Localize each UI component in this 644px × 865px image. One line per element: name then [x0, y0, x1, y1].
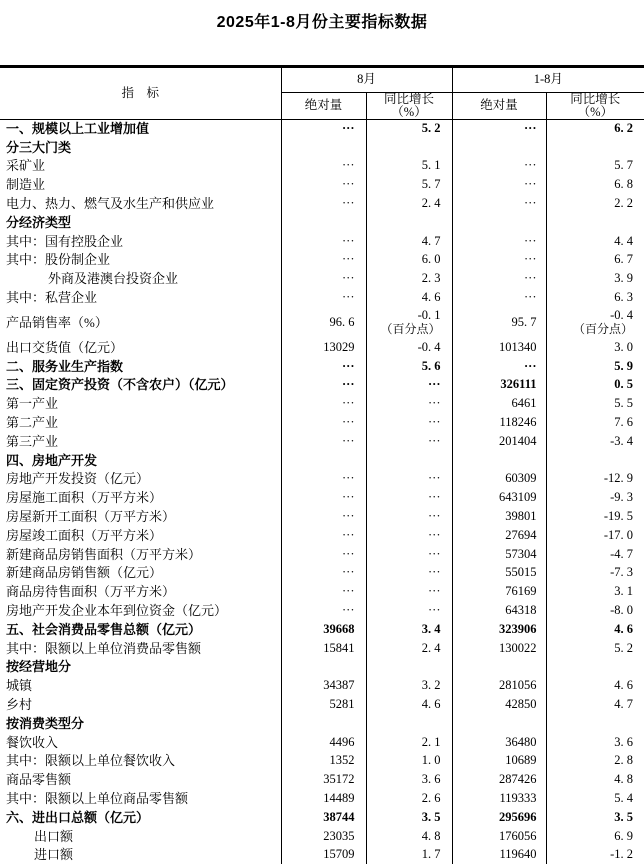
table-row: [0, 808, 644, 827]
cell-cum-yoy: -7. 3: [546, 564, 644, 583]
cell-cum-abs: ···: [452, 357, 546, 376]
cell-aug-abs: [281, 714, 366, 733]
row-label: 城镇: [6, 678, 33, 694]
table-row: [0, 119, 644, 138]
table-row: [0, 138, 644, 157]
cell-cum-abs: [452, 451, 546, 470]
cell-aug-yoy: [366, 451, 452, 470]
cell-aug-yoy: ···: [366, 545, 452, 564]
header-yoy-unit: （%）: [577, 104, 613, 119]
cell-aug-yoy: 3. 6: [366, 770, 452, 789]
table-row: [0, 733, 644, 752]
cell-cum-abs: 176056: [452, 827, 546, 846]
table-row: [0, 213, 644, 232]
row-label: 房屋竣工面积（万平方米）: [6, 527, 163, 543]
cell-aug-abs: 15709: [281, 845, 366, 864]
row-label: 房屋施工面积（万平方米）: [6, 490, 163, 506]
cell-aug-yoy: 3. 2: [366, 676, 452, 695]
cell-cum-yoy: 4. 8: [546, 770, 644, 789]
cell-aug-yoy: 5. 1: [366, 157, 452, 176]
header-yoy-label: 同比增长: [384, 91, 435, 106]
cell-cum-abs: 119333: [452, 789, 546, 808]
cell-aug-abs: ···: [281, 394, 366, 413]
cell-aug-abs: [281, 658, 366, 677]
cell-cum-abs: 326111: [452, 376, 546, 395]
cell-cum-abs: 6461: [452, 394, 546, 413]
row-label: 其中：私营企业: [6, 290, 98, 306]
cell-cum-abs: 118246: [452, 413, 546, 432]
cell-aug-abs: ···: [281, 269, 366, 288]
cell-aug-abs: 23035: [281, 827, 366, 846]
cell-aug-yoy: 6. 0: [366, 251, 452, 270]
cell-cum-abs: 281056: [452, 676, 546, 695]
cell-aug-abs: 39668: [281, 620, 366, 639]
cell-cum-abs: 101340: [452, 338, 546, 357]
cell-cum-yoy: -1. 2: [546, 845, 644, 864]
row-label: 一、规模以上工业增加值: [6, 121, 150, 137]
cell-aug-abs: ···: [281, 157, 366, 176]
cell-aug-yoy: 3. 4: [366, 620, 452, 639]
cell-aug-abs: ···: [281, 488, 366, 507]
percent-point-note: （百分点）: [573, 322, 634, 337]
cell-aug-yoy: 2. 4: [366, 194, 452, 213]
header-cumulative-absolute: 绝对量: [452, 92, 546, 119]
cell-cum-yoy: 5. 2: [546, 639, 644, 658]
row-label: 产品销售率（%）: [6, 314, 108, 330]
table-row: [0, 827, 644, 846]
table-row: [0, 307, 644, 338]
header-yoy-label: 同比增长: [570, 91, 621, 106]
cell-aug-abs: 38744: [281, 808, 366, 827]
table-row: [0, 288, 644, 307]
table-row: [0, 582, 644, 601]
cell-cum-yoy: 4. 7: [546, 695, 644, 714]
cell-cum-yoy: [546, 213, 644, 232]
table-row: [0, 338, 644, 357]
row-label: 其中：限额以上单位商品零售额: [6, 790, 189, 806]
table-row: [0, 376, 644, 395]
cell-aug-yoy: ···: [366, 582, 452, 601]
cell-cum-abs: ···: [452, 288, 546, 307]
cell-aug-abs: ···: [281, 376, 366, 395]
cell-cum-abs: 42850: [452, 695, 546, 714]
cell-aug-abs: ···: [281, 470, 366, 489]
header-august-yoy: [366, 92, 452, 119]
table-row: [0, 232, 644, 251]
cell-cum-yoy: -19. 5: [546, 507, 644, 526]
cell-aug-abs: 14489: [281, 789, 366, 808]
cell-cum-abs: ···: [452, 269, 546, 288]
cell-aug-yoy: ···: [366, 432, 452, 451]
cell-aug-abs: ···: [281, 357, 366, 376]
row-label: 第三产业: [6, 433, 59, 449]
row-label: 房地产开发企业本年到位资金（亿元）: [6, 603, 228, 619]
cell-cum-abs: 643109: [452, 488, 546, 507]
cell-aug-abs: 4496: [281, 733, 366, 752]
row-label: 商品房待售面积（万平方米）: [6, 584, 176, 600]
cell-cum-yoy: 3. 6: [546, 733, 644, 752]
cell-cum-abs: ···: [452, 119, 546, 138]
table-row: [0, 676, 644, 695]
cell-cum-yoy: 4. 4: [546, 232, 644, 251]
cell-cum-abs: 95. 7: [452, 307, 546, 338]
row-label: 外商及港澳台投资企业: [48, 271, 179, 287]
table-row: [0, 194, 644, 213]
cell-aug-yoy: 5. 7: [366, 175, 452, 194]
cell-cum-abs: 130022: [452, 639, 546, 658]
row-label: 第二产业: [6, 415, 59, 431]
cell-cum-yoy: 0. 5: [546, 376, 644, 395]
cell-aug-yoy: ···: [366, 526, 452, 545]
cell-cum-abs: [452, 138, 546, 157]
cell-cum-yoy: -9. 3: [546, 488, 644, 507]
table-row: [0, 789, 644, 808]
cell-aug-abs: ···: [281, 119, 366, 138]
cell-aug-abs: 5281: [281, 695, 366, 714]
cell-cum-yoy: 6. 7: [546, 251, 644, 270]
row-label: 进口额: [34, 847, 74, 863]
header-yoy-unit: （%）: [391, 104, 427, 119]
row-label: 分经济类型: [6, 214, 72, 230]
cell-aug-abs: 15841: [281, 639, 366, 658]
cell-cum-abs: 295696: [452, 808, 546, 827]
cell-aug-yoy: [366, 213, 452, 232]
table-row: [0, 357, 644, 376]
cell-aug-yoy: ···: [366, 601, 452, 620]
cell-aug-yoy: ···: [366, 564, 452, 583]
row-label: 新建商品房销售额（亿元）: [6, 565, 163, 581]
cell-aug-yoy: ···: [366, 488, 452, 507]
cell-aug-yoy: [366, 307, 452, 338]
cell-aug-abs: 13029: [281, 338, 366, 357]
cell-cum-yoy: -17. 0: [546, 526, 644, 545]
indicators-table-container: [0, 65, 644, 864]
cell-aug-yoy: [366, 138, 452, 157]
table-row: [0, 714, 644, 733]
table-row: [0, 752, 644, 771]
row-label: 五、社会消费品零售总额（亿元）: [6, 621, 202, 637]
cell-aug-yoy: [366, 714, 452, 733]
row-label: 新建商品房销售面积（万平方米）: [6, 546, 202, 562]
cell-cum-yoy: [546, 658, 644, 677]
cell-aug-abs: 96. 6: [281, 307, 366, 338]
cell-value: -0. 1: [417, 308, 441, 323]
cell-cum-abs: [452, 213, 546, 232]
cell-cum-abs: 76169: [452, 582, 546, 601]
cell-aug-abs: ···: [281, 526, 366, 545]
cell-cum-yoy: -3. 4: [546, 432, 644, 451]
row-label: 其中：股份制企业: [6, 252, 111, 268]
header-group-row: [0, 68, 644, 92]
cell-cum-abs: 57304: [452, 545, 546, 564]
cell-cum-abs: ···: [452, 175, 546, 194]
cell-aug-yoy: 1. 0: [366, 752, 452, 771]
cell-aug-abs: [281, 451, 366, 470]
indicators-table: [0, 68, 644, 864]
row-label: 二、服务业生产指数: [6, 358, 124, 374]
cell-aug-yoy: 4. 8: [366, 827, 452, 846]
cell-cum-abs: 27694: [452, 526, 546, 545]
row-label: 其中：限额以上单位消费品零售额: [6, 640, 202, 656]
cell-cum-yoy: 5. 9: [546, 357, 644, 376]
row-label: 其中：国有控股企业: [6, 233, 124, 249]
cell-cum-abs: 60309: [452, 470, 546, 489]
cell-cum-yoy: 3. 5: [546, 808, 644, 827]
cell-cum-abs: 201404: [452, 432, 546, 451]
cell-cum-yoy: -12. 9: [546, 470, 644, 489]
cell-aug-abs: ···: [281, 194, 366, 213]
table-row: [0, 545, 644, 564]
cell-cum-yoy: [546, 451, 644, 470]
table-row: [0, 175, 644, 194]
cell-cum-yoy: 5. 7: [546, 157, 644, 176]
cell-aug-abs: ···: [281, 413, 366, 432]
cell-aug-yoy: 2. 6: [366, 789, 452, 808]
cell-aug-yoy: ···: [366, 413, 452, 432]
row-label: 乡村: [6, 697, 33, 712]
row-label: 房地产开发投资（亿元）: [6, 471, 150, 487]
cell-value: -0. 4: [610, 308, 634, 323]
cell-cum-abs: ···: [452, 194, 546, 213]
cell-cum-abs: ···: [452, 232, 546, 251]
cell-aug-abs: ···: [281, 232, 366, 251]
cell-cum-yoy: 2. 8: [546, 752, 644, 771]
cell-cum-abs: 39801: [452, 507, 546, 526]
cell-aug-abs: ···: [281, 251, 366, 270]
cell-cum-abs: 119640: [452, 845, 546, 864]
row-label: 三、固定资产投资（不含农户）（亿元）: [6, 377, 234, 393]
table-header: [0, 68, 644, 119]
table-row: [0, 845, 644, 864]
header-august-absolute: 绝对量: [281, 92, 366, 119]
table-row: [0, 526, 644, 545]
cell-cum-abs: 323906: [452, 620, 546, 639]
row-label: 按经营地分: [6, 659, 72, 675]
cell-aug-abs: ···: [281, 545, 366, 564]
row-label: 按消费类型分: [6, 715, 85, 731]
row-label: 四、房地产开发: [6, 452, 98, 468]
cell-cum-yoy: 5. 5: [546, 394, 644, 413]
row-label: 第一产业: [6, 396, 59, 412]
cell-cum-yoy: 3. 9: [546, 269, 644, 288]
table-row: [0, 564, 644, 583]
cell-aug-yoy: ···: [366, 376, 452, 395]
table-row: [0, 451, 644, 470]
table-row: [0, 394, 644, 413]
cell-cum-yoy: 7. 6: [546, 413, 644, 432]
cell-aug-abs: ···: [281, 564, 366, 583]
table-row: [0, 601, 644, 620]
cell-cum-yoy: -8. 0: [546, 601, 644, 620]
cell-cum-yoy: 4. 6: [546, 676, 644, 695]
cell-cum-yoy: 4. 6: [546, 620, 644, 639]
page-title: 2025年1-8月份主要指标数据: [216, 14, 428, 31]
cell-aug-yoy: 5. 2: [366, 119, 452, 138]
table-row: [0, 432, 644, 451]
row-label: 商品零售额: [6, 772, 72, 788]
table-row: [0, 639, 644, 658]
row-label: 其中：限额以上单位餐饮收入: [6, 753, 176, 769]
table-row: [0, 488, 644, 507]
table-row: [0, 695, 644, 714]
table-row: [0, 507, 644, 526]
cell-aug-yoy: 3. 5: [366, 808, 452, 827]
row-label: 采矿业: [6, 158, 46, 174]
cell-cum-abs: 36480: [452, 733, 546, 752]
cell-aug-yoy: 4. 7: [366, 232, 452, 251]
cell-cum-yoy: 3. 1: [546, 582, 644, 601]
cell-cum-abs: [452, 714, 546, 733]
table-row: [0, 269, 644, 288]
table-row: [0, 413, 644, 432]
cell-cum-yoy: 6. 2: [546, 119, 644, 138]
cell-cum-abs: 64318: [452, 601, 546, 620]
cell-aug-yoy: ···: [366, 470, 452, 489]
table-row: [0, 470, 644, 489]
cell-aug-abs: ···: [281, 175, 366, 194]
cell-aug-abs: ···: [281, 582, 366, 601]
header-cumulative-group: 1-8月: [452, 68, 644, 92]
percent-point-note: （百分点）: [380, 322, 441, 337]
cell-aug-yoy: [366, 658, 452, 677]
row-label: 房屋新开工面积（万平方米）: [6, 509, 176, 525]
cell-aug-yoy: 2. 3: [366, 269, 452, 288]
cell-cum-abs: [452, 658, 546, 677]
cell-aug-abs: 1352: [281, 752, 366, 771]
table-row: [0, 251, 644, 270]
row-label: 电力、热力、燃气及水生产和供应业: [6, 196, 215, 212]
cell-aug-yoy: -0. 4: [366, 338, 452, 357]
cell-cum-yoy: -4. 7: [546, 545, 644, 564]
cell-aug-abs: ···: [281, 507, 366, 526]
cell-cum-yoy: 3. 0: [546, 338, 644, 357]
cell-aug-yoy: ···: [366, 394, 452, 413]
cell-aug-yoy: 2. 1: [366, 733, 452, 752]
cell-cum-abs: ···: [452, 157, 546, 176]
cell-cum-yoy: 2. 2: [546, 194, 644, 213]
cell-cum-yoy: [546, 714, 644, 733]
header-cumulative-yoy: [546, 92, 644, 119]
table-row: [0, 157, 644, 176]
cell-aug-abs: ···: [281, 432, 366, 451]
table-row: [0, 658, 644, 677]
row-label: 餐饮收入: [6, 734, 59, 750]
cell-aug-abs: ···: [281, 288, 366, 307]
cell-cum-yoy: 5. 4: [546, 789, 644, 808]
cell-cum-yoy: [546, 138, 644, 157]
cell-aug-abs: 35172: [281, 770, 366, 789]
table-row: [0, 770, 644, 789]
cell-aug-abs: ···: [281, 601, 366, 620]
cell-aug-yoy: 1. 7: [366, 845, 452, 864]
cell-aug-yoy: ···: [366, 507, 452, 526]
row-label: 出口交货值（亿元）: [6, 339, 124, 355]
cell-aug-yoy: 5. 6: [366, 357, 452, 376]
row-label: 出口额: [34, 828, 74, 844]
cell-aug-abs: [281, 138, 366, 157]
cell-cum-yoy: 6. 8: [546, 175, 644, 194]
cell-cum-abs: 10689: [452, 752, 546, 771]
cell-cum-yoy: [546, 307, 644, 338]
row-label: 六、进出口总额（亿元）: [6, 809, 150, 825]
cell-aug-yoy: 4. 6: [366, 695, 452, 714]
cell-cum-abs: 55015: [452, 564, 546, 583]
header-indicator: 指 标: [0, 68, 281, 119]
cell-cum-abs: 287426: [452, 770, 546, 789]
cell-cum-abs: ···: [452, 251, 546, 270]
cell-aug-abs: [281, 213, 366, 232]
table-row: [0, 620, 644, 639]
cell-cum-yoy: 6. 9: [546, 827, 644, 846]
table-body: [0, 119, 644, 864]
header-august-group: 8月: [281, 68, 452, 92]
cell-aug-yoy: 2. 4: [366, 639, 452, 658]
cell-aug-abs: 34387: [281, 676, 366, 695]
cell-cum-yoy: 6. 3: [546, 288, 644, 307]
row-label: 分三大门类: [6, 139, 72, 155]
row-label: 制造业: [6, 177, 46, 193]
cell-aug-yoy: 4. 6: [366, 288, 452, 307]
